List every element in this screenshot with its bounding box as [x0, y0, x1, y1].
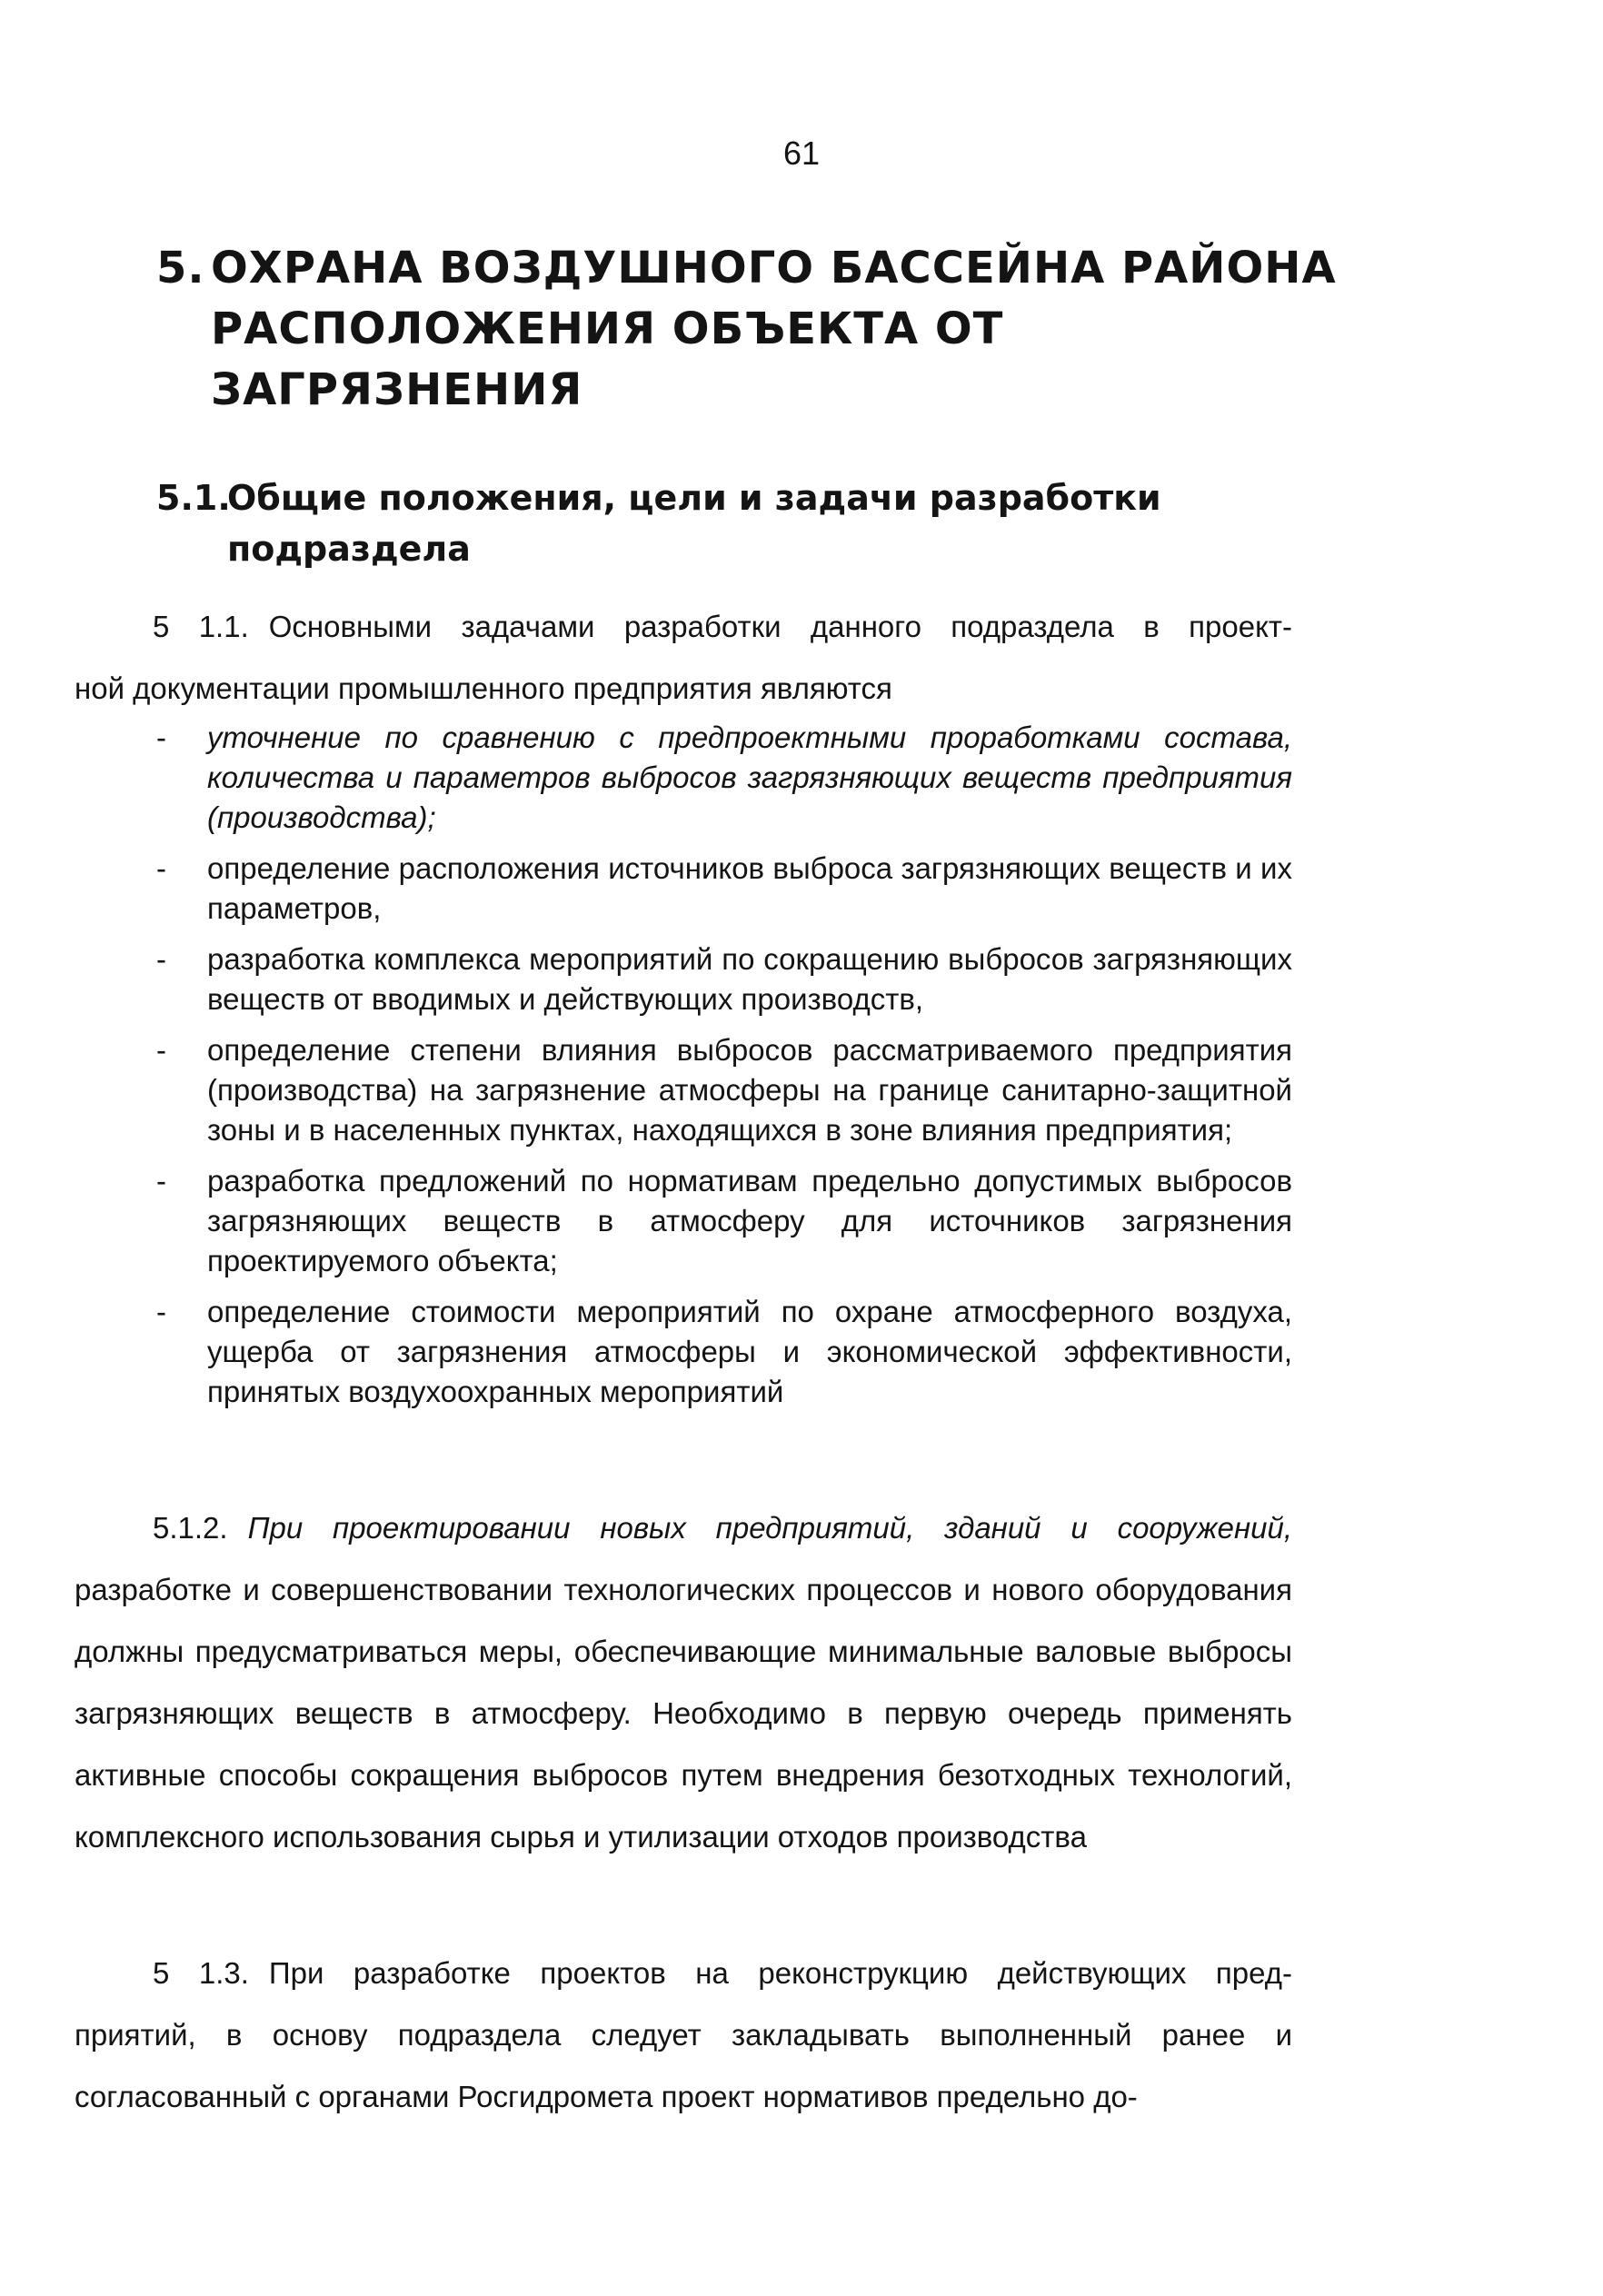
list-item: [156, 718, 1292, 838]
paragraph-5-1-2: [75, 1497, 1292, 1868]
list-item-text: разработка комплекса мероприятий по сокращению выбросов загрязняющих веществ от вводимых и действующих производств,: [207, 942, 1292, 1016]
subsection-number: 5.1.: [156, 478, 231, 518]
list-item-text: определение стоимости мероприятий по охране атмосферного воздуха, ущерба от загрязнения атмосферы и экономической эффективности, принятых воздухоохранных мероприятий: [207, 1295, 1292, 1408]
list-item: [156, 849, 1292, 929]
paragraph-number: 5.1.2.: [153, 1511, 228, 1545]
paragraph-5-1-1: [75, 596, 1292, 720]
paragraph-number: 5 1.3.: [153, 1956, 249, 1990]
list-item: [156, 1030, 1292, 1150]
section-number: 5.: [156, 243, 205, 293]
paragraph-first-line: [75, 1943, 1292, 2004]
list-marker: -: [156, 721, 166, 754]
page-number: 61: [782, 134, 821, 172]
list-marker: -: [156, 942, 166, 976]
section-title: ОХРАНА ВОЗДУШНОГО БАССЕЙНА РАЙОНА РАСПОЛОЖЕНИЯ ОБЪЕКТА ОТ ЗАГРЯЗНЕНИЯ: [211, 243, 1337, 415]
paragraph-continuation: разработке и совершенствовании технологических процессов и нового оборудования должны предусматриваться меры, обеспечивающие минимальные валовые выбросы загрязняющих веществ в атмосферу. Необходимо в первую очередь применять активные способы сокращения выбросов путем внедрения безотходных технологий, комплексного использования сырья и утилизации отходов производства: [75, 1573, 1292, 1854]
list-item-text: определение расположения источников выброса загрязняющих веществ и их параметров,: [207, 851, 1292, 925]
paragraph-first-line-text: При проектировании новых предприятий, зданий и сооружений,: [247, 1511, 1292, 1545]
list-item: [156, 1161, 1292, 1281]
list-marker: -: [156, 851, 166, 885]
paragraph-first-line: [75, 596, 1292, 658]
list-marker: -: [156, 1033, 166, 1067]
list-item: [156, 939, 1292, 1019]
list-marker: -: [156, 1295, 166, 1328]
paragraph-first-line-text: Основными задачами разработки данного подраздела в проект-: [268, 610, 1292, 643]
paragraph-continuation: приятий, в основу подраздела следует закладывать выполненный ранее и согласованный с органами Росгидромета проект нормативов предельно до-: [75, 2018, 1292, 2113]
list-item-text: разработка предложений по нормативам предельно допустимых выбросов загрязняющих веществ в атмосферу для источников загрязнения проектируемого объекта;: [207, 1164, 1292, 1277]
list-item-text: определение степени влияния выбросов рассматриваемого предприятия (производства) на загрязнение атмосферы на границе санитарно-защитной зоны и в населенных пунктах, находящихся в зоне влияния предприятия;: [207, 1033, 1292, 1147]
section-heading: [156, 238, 1338, 421]
paragraph-number: 5 1.1.: [153, 610, 249, 643]
paragraph-first-line-text: При разработке проектов на реконструкцию действующих пред-: [268, 1956, 1292, 1990]
paragraph-5-1-3: [75, 1943, 1292, 2128]
subsection-heading: [156, 472, 1338, 574]
subsection-title: Общие положения, цели и задачи разработки подраздела: [227, 478, 1161, 569]
task-list: [156, 718, 1292, 1423]
list-item-text: уточнение по сравнению с предпроектными проработками состава, количества и параметров выбросов загрязняющих веществ предприятия (производства);: [207, 721, 1292, 834]
paragraph-first-line: [75, 1497, 1292, 1559]
paragraph-continuation: ной документации промышленного предприятия являются: [75, 671, 892, 705]
list-item: [156, 1292, 1292, 1412]
list-marker: -: [156, 1164, 166, 1198]
